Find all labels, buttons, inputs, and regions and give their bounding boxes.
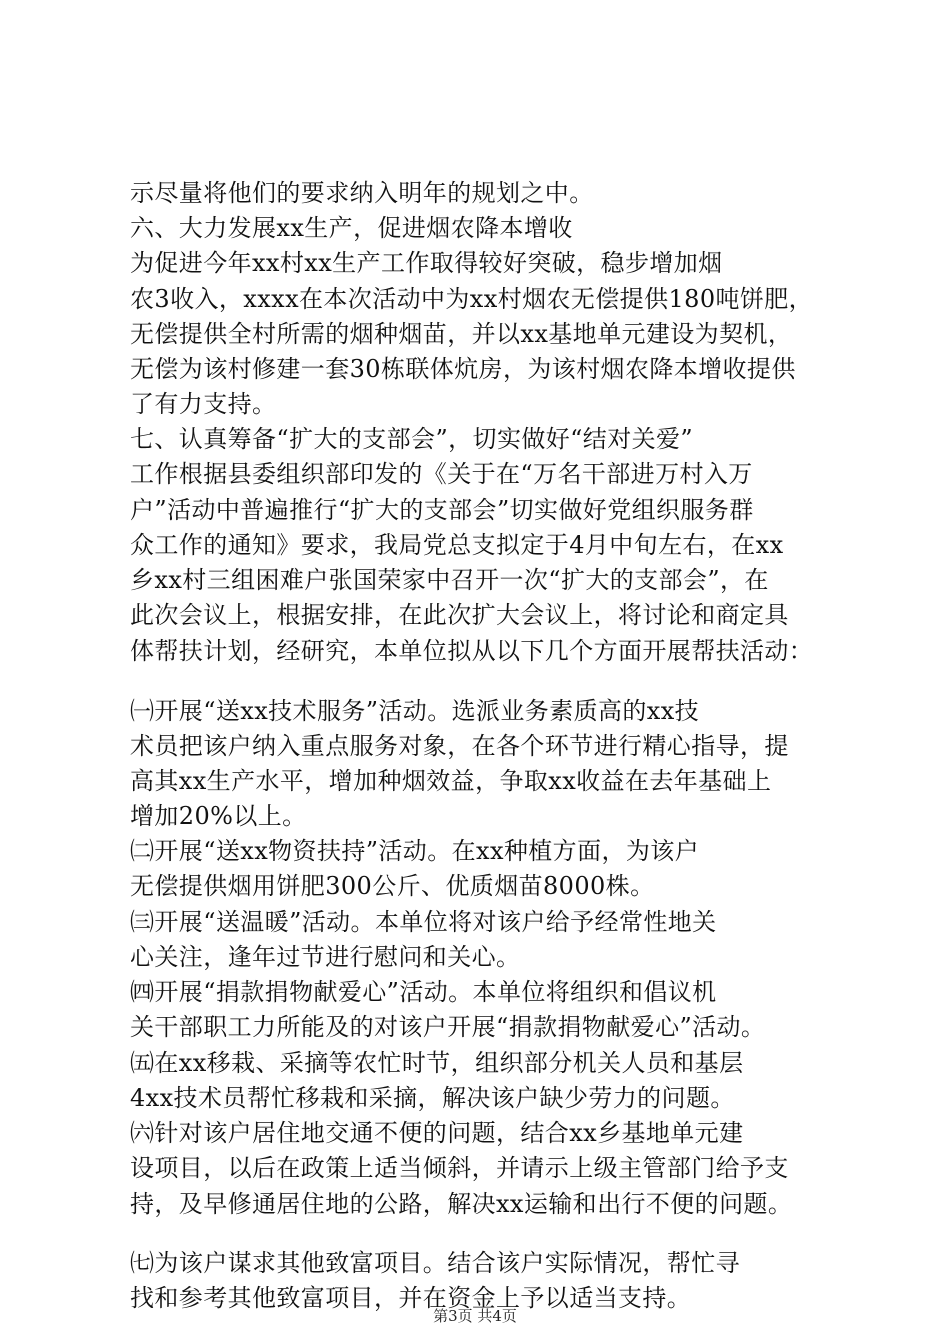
text-line: 示尽量将他们的要求纳入明年的规划之中。 <box>130 179 594 207</box>
list-item-text: ㈤在xx移栽、采摘等农忙时节，组织部分机关人员和基层 <box>130 1049 744 1077</box>
text-line: 体帮扶计划，经研究，本单位拟从以下几个方面开展帮扶活动： <box>130 637 814 665</box>
text-line: 为促进今年xx村xx生产工作取得较好突破，稳步增加烟 <box>130 249 723 277</box>
section-heading: 六、大力发展xx生产，促进烟农降本增收 <box>130 214 573 242</box>
page-number-footer: 第3页 共4页 <box>433 1307 517 1325</box>
list-item-text: ㈦为该户谋求其他致富项目。结合该户实际情况，帮忙寻 <box>130 1249 740 1277</box>
text-line: 工作根据县委组织部印发的《关于在“万名干部进万村入万 <box>130 460 753 488</box>
text-line: 户”活动中普遍推行“扩大的支部会”切实做好党组织服务群 <box>130 496 754 524</box>
text-line: 设项目，以后在政策上适当倾斜，并请示上级主管部门给予支 <box>130 1154 789 1182</box>
list-item-text: ㈢开展“送温暖”活动。本单位将对该户给予经常性地关 <box>130 908 717 936</box>
text-line: 术员把该户纳入重点服务对象，在各个环节进行精心指导，提 <box>130 732 789 760</box>
text-line: 心关注，逢年过节进行慰问和关心。 <box>130 943 521 971</box>
list-item-text: ㈠开展“送xx技术服务”活动。选派业务素质高的xx技 <box>130 697 700 725</box>
text-line: 此次会议上，根据安排，在此次扩大会议上，将讨论和商定具 <box>130 601 789 629</box>
text-line: 持，及早修通居住地的公路，解决xx运输和出行不便的问题。 <box>130 1190 793 1218</box>
text-line: 找和参考其他致富项目，并在资金上予以适当支持。 <box>130 1284 692 1312</box>
text-line: 无偿为该村修建一套30栋联体炕房，为该村烟农降本增收提供 <box>130 355 796 383</box>
list-item-text: ㈣开展“捐款捐物献爱心”活动。本单位将组织和倡议机 <box>130 978 717 1006</box>
text-line: 增加20%以上。 <box>130 802 307 830</box>
text-line: 了有力支持。 <box>130 390 277 418</box>
text-line: 关干部职工力所能及的对该户开展“捐款捐物献爱心”活动。 <box>130 1013 766 1041</box>
text-line: 4xx技术员帮忙移栽和采摘，解决该户缺少劳力的问题。 <box>130 1084 735 1112</box>
section-heading: 七、认真筹备“扩大的支部会”，切实做好“结对关爱” <box>130 425 694 453</box>
list-item-text: ㈥针对该户居住地交通不便的问题，结合xx乡基地单元建 <box>130 1119 744 1147</box>
list-item-text: ㈡开展“送xx物资扶持”活动。在xx种植方面，为该户 <box>130 837 700 865</box>
text-line: 农3收入，xxxx在本次活动中为xx村烟农无偿提供180吨饼肥， <box>130 285 814 313</box>
text-line: 高其xx生产水平，增加种烟效益，争取xx收益在去年基础上 <box>130 767 772 795</box>
text-line: 众工作的通知》要求，我局党总支拟定于4月中旬左右，在xx <box>130 531 784 559</box>
text-line: 无偿提供烟用饼肥300公斤、优质烟苗8000株。 <box>130 872 655 900</box>
text-line: 乡xx村三组困难户张国荣家中召开一次“扩大的支部会”，在 <box>130 566 769 594</box>
text-line: 无偿提供全村所需的烟种烟苗，并以xx基地单元建设为契机， <box>130 320 793 348</box>
